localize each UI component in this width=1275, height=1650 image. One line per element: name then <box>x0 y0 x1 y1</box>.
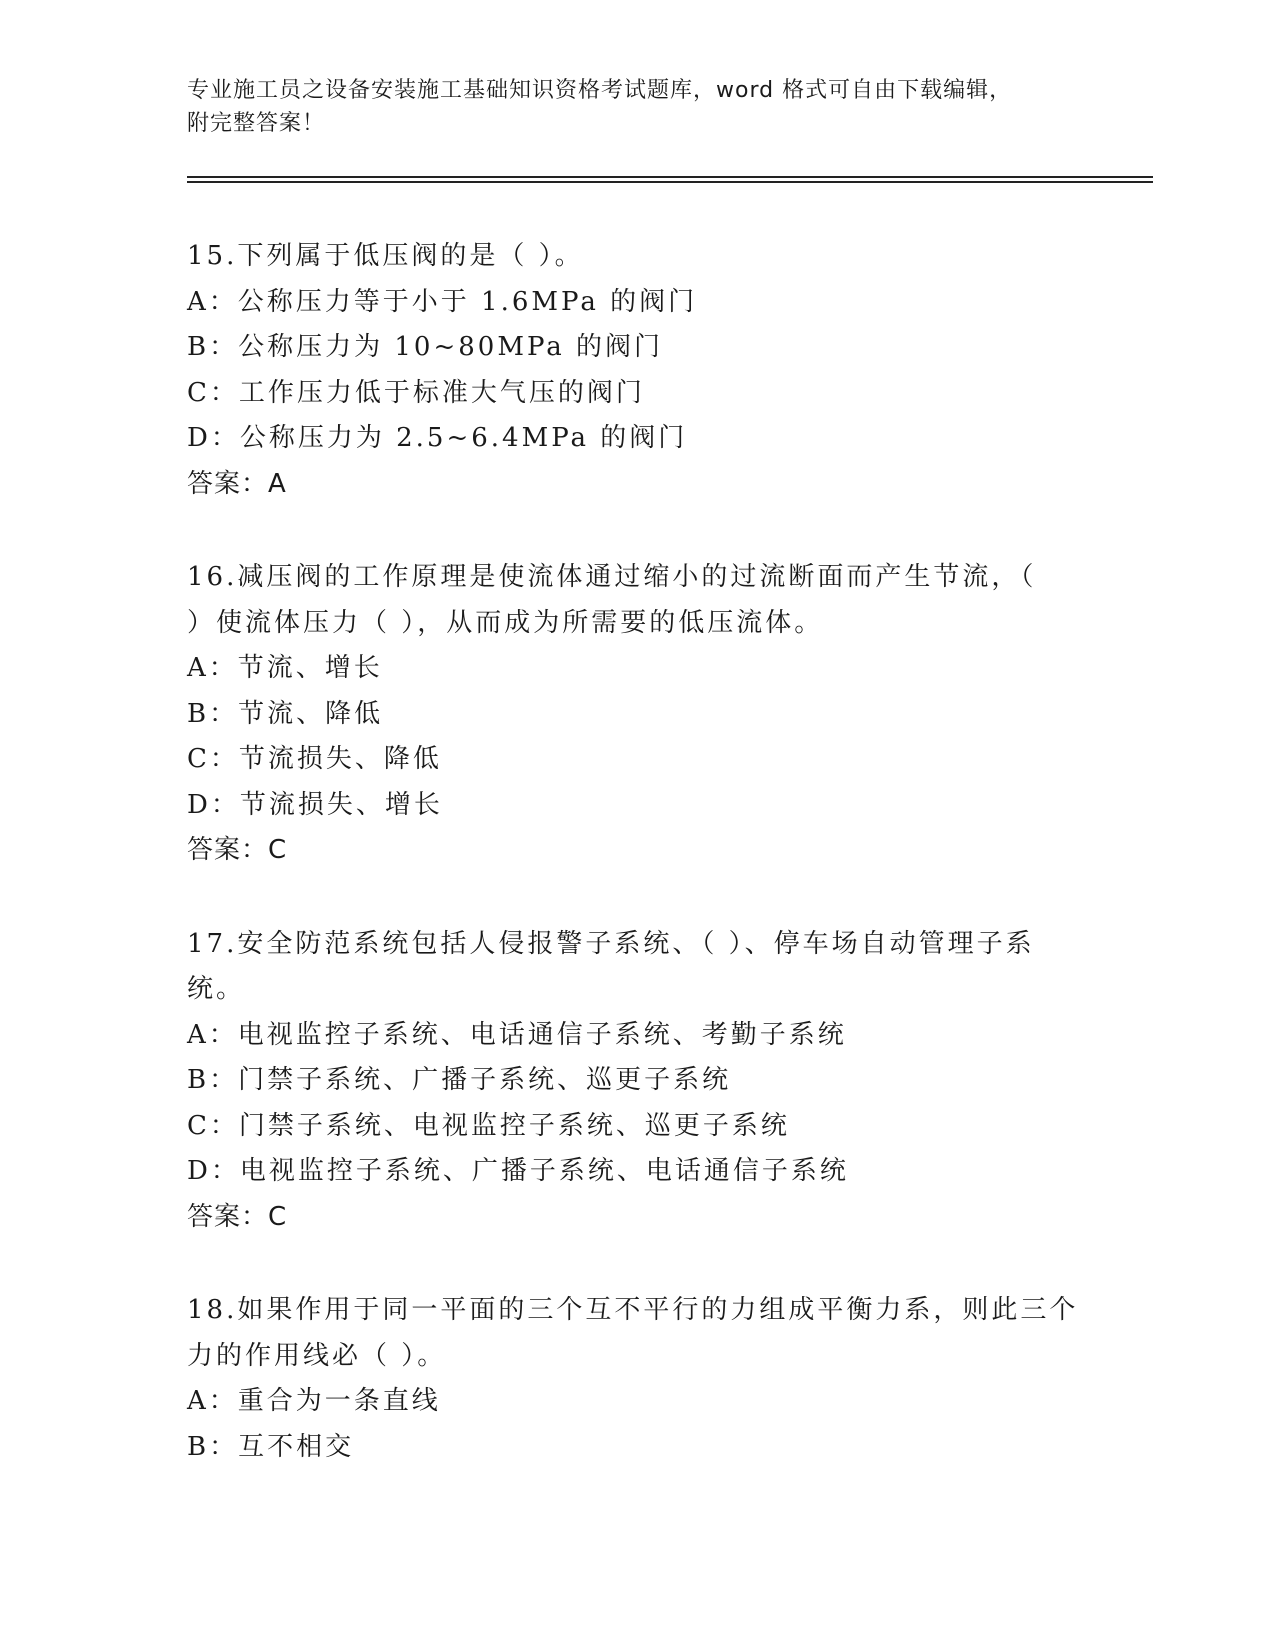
option-b: B：互不相交 <box>187 1431 355 1462</box>
question-stem <box>187 234 1087 280</box>
option-c: C：工作压力低于标准大气压的阀门 <box>187 377 645 408</box>
header-divider-bottom <box>187 181 1153 183</box>
header-divider-top <box>187 176 1153 178</box>
stem-line: 18.如果作用于同一平面的三个互不平行的力组成平衡力系，则此三个 <box>187 1295 1079 1325</box>
question-15 <box>187 234 1087 507</box>
header-line-1: 专业施工员之设备安装施工基础知识资格考试题库，word 格式可自由下载编辑， <box>187 78 1013 103</box>
option-a: A：节流、增长 <box>187 653 383 683</box>
question-stem <box>187 922 1087 1013</box>
option-b: B：公称压力为 10~80MPa 的阀门 <box>187 332 664 362</box>
question-list <box>187 234 1087 1518</box>
option-a: A：公称压力等于小于 1.6MPa 的阀门 <box>187 286 698 317</box>
stem-line: 力的作用线必（ ）。 <box>187 1340 447 1371</box>
option-b: B：门禁子系统、广播子系统、巡更子系统 <box>187 1065 732 1095</box>
answer-line: 答案：C <box>187 835 288 865</box>
stem-line: ）使流体压力（ ），从而成为所需要的低压流体。 <box>187 607 824 638</box>
answer-line: 答案：C <box>187 1201 288 1232</box>
question-16 <box>187 555 1087 874</box>
option-d: D：节流损失、增长 <box>187 789 443 820</box>
document-header <box>187 74 1067 140</box>
option-d: D：电视监控子系统、广播子系统、电话通信子系统 <box>187 1156 849 1186</box>
option-d: D：公称压力为 2.5~6.4MPa 的阀门 <box>187 423 688 453</box>
question-17 <box>187 922 1087 1241</box>
option-b: B：节流、降低 <box>187 698 384 729</box>
stem-line: 15.下列属于低压阀的是（ ）。 <box>187 241 584 271</box>
option-c: C：节流损失、降低 <box>187 744 442 774</box>
answer-line: 答案：A <box>187 468 287 499</box>
stem-line: 17.安全防范系统包括人侵报警子系统、（ ）、停车场自动管理子系 <box>187 928 1035 959</box>
question-18 <box>187 1288 1087 1470</box>
stem-line: 统。 <box>187 974 246 1004</box>
question-stem <box>187 555 1087 646</box>
header-line-2: 附完整答案！ <box>187 111 326 136</box>
option-a: A：电视监控子系统、电话通信子系统、考勤子系统 <box>187 1019 847 1050</box>
option-c: C：门禁子系统、电视监控子系统、巡更子系统 <box>187 1110 790 1141</box>
stem-line: 16.减压阀的工作原理是使流体通过缩小的过流断面而产生节流，（ <box>187 562 1037 592</box>
question-stem <box>187 1288 1087 1379</box>
option-a: A：重合为一条直线 <box>187 1386 441 1416</box>
